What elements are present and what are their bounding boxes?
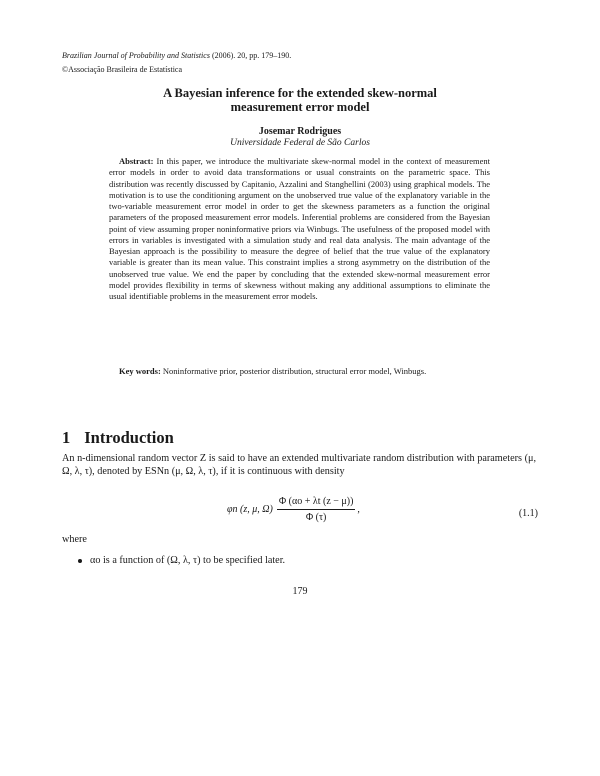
equation-numerator: Φ (αo + λt (z − μ)) bbox=[277, 496, 356, 510]
equation-lhs: φn (z, μ, Ω) bbox=[227, 504, 273, 515]
journal-citation: (2006). 20, pp. 179–190. bbox=[211, 51, 292, 60]
title-line-2: measurement error model bbox=[230, 100, 370, 114]
abstract-text: In this paper, we introduce the multivariate skew-normal model in the context of measurement error models in order to avoid data transformations or usual constraints on the parametric space. This distribution was recently discussed by Capitanio, Azzalini and Stanghellini (2003) using graphical models. The motivation is to use the conditioning argument on the unobserved true value of the explanatory variable in the two-variable measurement error model in order to get the skewness parameters as a function the original parameters of the proposed measurement error models. Inferential problems are considered from the Bayesian point of view assuming proper noninformative priors via Winbugs. The usefulness of the proposed model with errors in variables is investigated with a simulation study and real data analysis. The main advantage of the Bayesian approach is the possibility to measure the degree of belief that the true value of the explanatory variable is greater than its mean value. This constraint implies a strong asymmetry on the distribution of the unobserved true value. We end the paper by concluding that the extended skew-normal measurement error model provides flexibility in terms of skewness without making any additional assumptions to eliminate the usual identifiable problems in the measurement error models. bbox=[109, 156, 491, 301]
equation-block bbox=[62, 492, 538, 532]
equation-tail: , bbox=[357, 504, 360, 515]
equation-denominator: Φ (τ) bbox=[305, 512, 327, 523]
equation-number: (1.1) bbox=[518, 508, 538, 519]
abstract-label: Abstract: bbox=[119, 156, 154, 166]
journal-header bbox=[62, 51, 291, 60]
where-label: where bbox=[62, 534, 87, 545]
equation-fraction bbox=[277, 496, 356, 523]
journal-name: Brazilian Journal of Probability and Statistics bbox=[62, 51, 210, 60]
keywords-text: Noninformative prior, posterior distribution, structural error model, Winbugs. bbox=[162, 366, 427, 376]
author-name: Josemar Rodrigues bbox=[258, 126, 342, 137]
section-number: 1 bbox=[62, 428, 71, 447]
paper-title bbox=[60, 86, 540, 114]
page-number: 179 bbox=[292, 586, 308, 597]
section-title: Introduction bbox=[84, 428, 174, 447]
keywords bbox=[109, 366, 490, 377]
intro-paragraph: An n-dimensional random vector Z is said to have an extended multivariate random distribution with parameters (μ, Ω, λ, τ), denoted by ESNn (μ, Ω, λ, τ), if it is continuous with density bbox=[62, 453, 536, 477]
title-line-1: A Bayesian inference for the extended skew-normal bbox=[163, 86, 437, 100]
bullet-item bbox=[78, 555, 285, 566]
copyright-notice: ©Associação Brasileira de Estatística bbox=[62, 65, 183, 74]
equation-expression bbox=[227, 496, 360, 523]
bullet-dot-icon bbox=[78, 559, 82, 563]
keywords-label: Key words: bbox=[119, 366, 161, 376]
section-heading bbox=[62, 428, 174, 448]
abstract bbox=[109, 156, 490, 302]
bullet-text: αo is a function of (Ω, λ, τ) to be specified later. bbox=[90, 555, 286, 566]
author-affiliation: Universidade Federal de São Carlos bbox=[230, 138, 370, 148]
